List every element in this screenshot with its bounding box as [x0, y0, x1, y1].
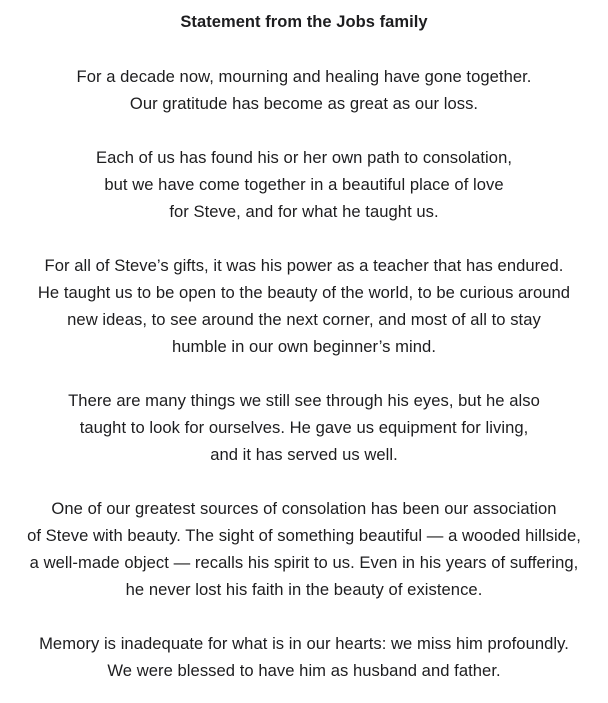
- paragraph-line: One of our greatest sources of consolation has been our association: [51, 499, 557, 518]
- paragraph-5: [0, 495, 608, 603]
- paragraph-3: [0, 252, 608, 360]
- statement-title: Statement from the Jobs family: [180, 13, 428, 31]
- paragraph-4: [0, 387, 608, 468]
- paragraph-line: humble in our own beginner’s mind.: [172, 337, 436, 356]
- paragraph-line: We were blessed to have him as husband and father.: [107, 661, 501, 680]
- paragraph-line: for Steve, and for what he taught us.: [169, 202, 439, 221]
- paragraph-2: [0, 144, 608, 225]
- paragraph-line: of Steve with beauty. The sight of something beautiful — a wooded hillside,: [27, 526, 581, 545]
- paragraph-line: Our gratitude has become as great as our loss.: [129, 94, 479, 113]
- paragraph-1: [0, 63, 608, 117]
- paragraph-line: For all of Steve’s gifts, it was his power as a teacher that has endured.: [44, 256, 564, 275]
- paragraph-line: and it has served us well.: [210, 445, 398, 464]
- paragraph-6: [0, 630, 608, 684]
- paragraph-line: He taught us to be open to the beauty of the world, to be curious around: [37, 283, 571, 302]
- paragraph-line: but we have come together in a beautiful place of love: [104, 175, 504, 194]
- paragraph-line: he never lost his faith in the beauty of existence.: [125, 580, 483, 599]
- paragraph-line: Each of us has found his or her own path to consolation,: [95, 148, 513, 167]
- paragraph-line: new ideas, to see around the next corner, and most of all to stay: [67, 310, 541, 329]
- paragraph-line: For a decade now, mourning and healing have gone together.: [76, 67, 532, 86]
- paragraph-line: a well-made object — recalls his spirit to us. Even in his years of suffering,: [29, 553, 579, 572]
- paragraph-line: taught to look for ourselves. He gave us equipment for living,: [79, 418, 529, 437]
- paragraph-line: There are many things we still see through his eyes, but he also: [68, 391, 540, 410]
- paragraph-line: Memory is inadequate for what is in our hearts: we miss him profoundly.: [39, 634, 569, 653]
